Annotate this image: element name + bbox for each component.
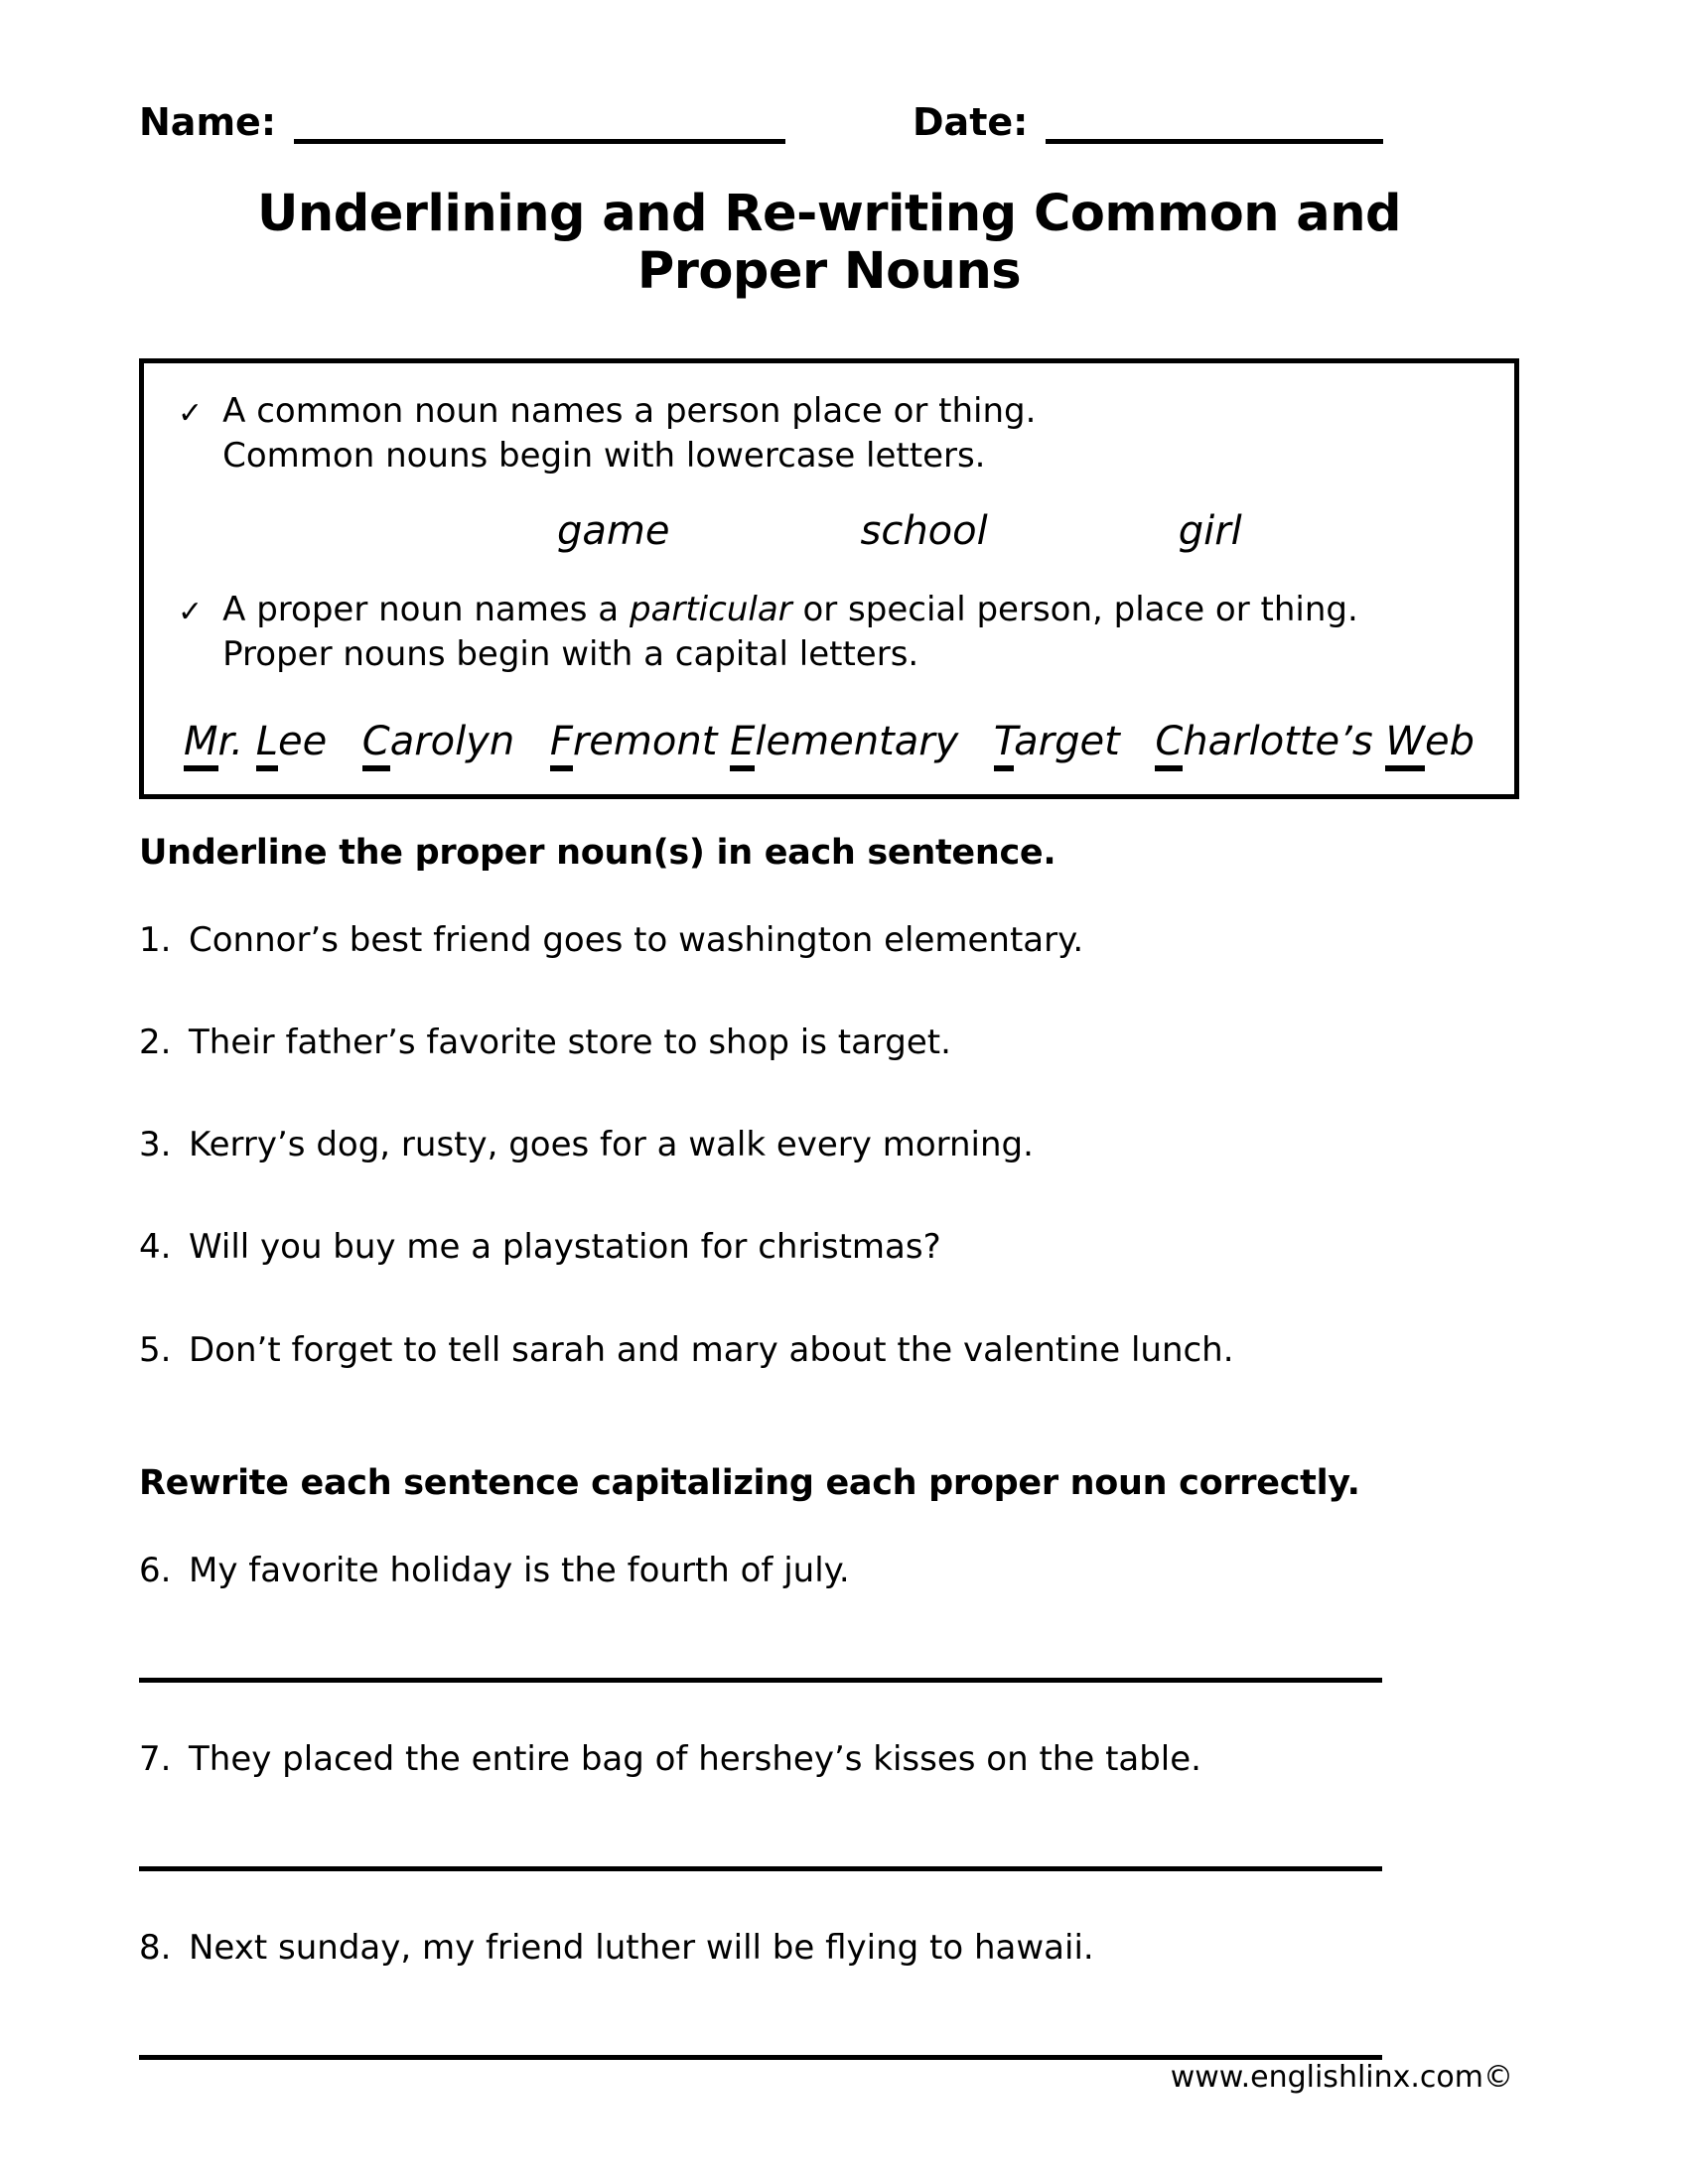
- example-text: arget: [1014, 718, 1120, 764]
- rules-box: [139, 358, 1519, 799]
- header-row: [139, 0, 1519, 144]
- proper-noun-example: [362, 719, 515, 764]
- answer-blank-line: [139, 1678, 1382, 1683]
- sentence-number: 2.: [139, 1022, 172, 1062]
- proper-noun-examples: [178, 719, 1480, 764]
- date-label: Date:: [913, 100, 1029, 144]
- sentence-number: 8.: [139, 1928, 172, 1969]
- footer-credit: www.englishlinx.com©: [1170, 2060, 1513, 2095]
- underlined-capital: C: [362, 719, 390, 771]
- underline-sentences: [139, 918, 1519, 1372]
- sentence-item: [139, 1328, 1519, 1372]
- proper-noun-detail: Proper nouns begin with a capital letters.: [222, 633, 919, 674]
- example-text: harlotte’s: [1183, 718, 1386, 764]
- sentence-item: [139, 1021, 1519, 1064]
- name-blank-line: [294, 97, 785, 144]
- date-blank-line: [1046, 97, 1383, 144]
- common-noun-examples: [557, 508, 1480, 554]
- rewrite-instruction: Rewrite each sentence capitalizing each proper noun correctly.: [139, 1462, 1360, 1503]
- sentence-number: 5.: [139, 1329, 172, 1370]
- proper-noun-rule: [178, 588, 1480, 677]
- definition-post: or special person, place or thing.: [791, 590, 1358, 629]
- example-text: arolyn: [389, 718, 515, 764]
- common-noun-definition: A common noun names a person place or thing.: [222, 391, 1037, 432]
- sentence-text: Next sunday, my friend luther will be flying to hawaii.: [189, 1928, 1094, 1969]
- checkmark-icon: ✓: [178, 396, 204, 432]
- example-text: ee: [278, 718, 328, 764]
- common-noun-example: girl: [1178, 508, 1242, 554]
- rewrite-sentences: [139, 1549, 1519, 2061]
- proper-noun-rule-text: [222, 588, 1358, 677]
- example-text: eb: [1424, 718, 1475, 764]
- proper-noun-definition: [222, 588, 1358, 632]
- sentence-text: Will you buy me a playstation for christmas?: [189, 1227, 941, 1268]
- example-text: r.: [217, 718, 256, 764]
- checkmark-icon: ✓: [178, 595, 204, 629]
- sentence-text: Don’t forget to tell sarah and mary about the valentine lunch.: [189, 1329, 1234, 1370]
- example-text: lementary: [755, 718, 959, 764]
- sentence-item: [139, 1549, 1519, 1592]
- common-noun-rule: [178, 389, 1480, 478]
- sentence-number: 4.: [139, 1227, 172, 1268]
- answer-blank-line: [139, 1866, 1382, 1871]
- sentence-text: They placed the entire bag of hershey’s kisses on the table.: [189, 1738, 1201, 1779]
- proper-noun-example: [1155, 719, 1475, 764]
- proper-noun-example: [994, 719, 1120, 764]
- sentence-number: 1.: [139, 919, 172, 960]
- sentence-item: [139, 918, 1519, 962]
- sentence-item: [139, 1737, 1519, 1781]
- definition-emphasis: particular: [629, 590, 792, 629]
- common-noun-example: game: [557, 508, 670, 554]
- underlined-capital: L: [256, 719, 278, 771]
- sentence-number: 3.: [139, 1125, 172, 1165]
- sentence-text: My favorite holiday is the fourth of july.: [189, 1550, 850, 1590]
- underlined-capital: F: [550, 719, 573, 771]
- sentence-item: [139, 1225, 1519, 1269]
- sentence-text: Kerry’s dog, rusty, goes for a walk every morning.: [189, 1125, 1034, 1165]
- underlined-capital: W: [1385, 719, 1425, 771]
- proper-noun-example: [550, 719, 959, 764]
- proper-noun-example: [184, 719, 327, 764]
- underlined-capital: T: [994, 719, 1014, 771]
- common-noun-detail: Common nouns begin with lowercase letters.: [222, 436, 986, 477]
- definition-pre: A proper noun names a: [222, 590, 630, 629]
- sentence-number: 6.: [139, 1550, 172, 1590]
- underlined-capital: C: [1155, 719, 1183, 771]
- common-noun-rule-text: [222, 389, 1036, 478]
- sentence-text: Their father’s favorite store to shop is target.: [189, 1022, 951, 1062]
- underlined-capital: M: [184, 719, 218, 771]
- name-label: Name:: [139, 100, 277, 144]
- common-noun-example: school: [860, 508, 988, 554]
- sentence-number: 7.: [139, 1738, 172, 1779]
- sentence-item: [139, 1123, 1519, 1166]
- page-title: Underlining and Re-writing Common and Proper Nouns: [256, 185, 1402, 302]
- underlined-capital: E: [730, 719, 755, 771]
- sentence-text: Connor’s best friend goes to washington elementary.: [189, 919, 1084, 960]
- sentence-item: [139, 1926, 1519, 1970]
- underline-instruction: Underline the proper noun(s) in each sentence.: [139, 832, 1056, 873]
- example-text: remont: [572, 718, 731, 764]
